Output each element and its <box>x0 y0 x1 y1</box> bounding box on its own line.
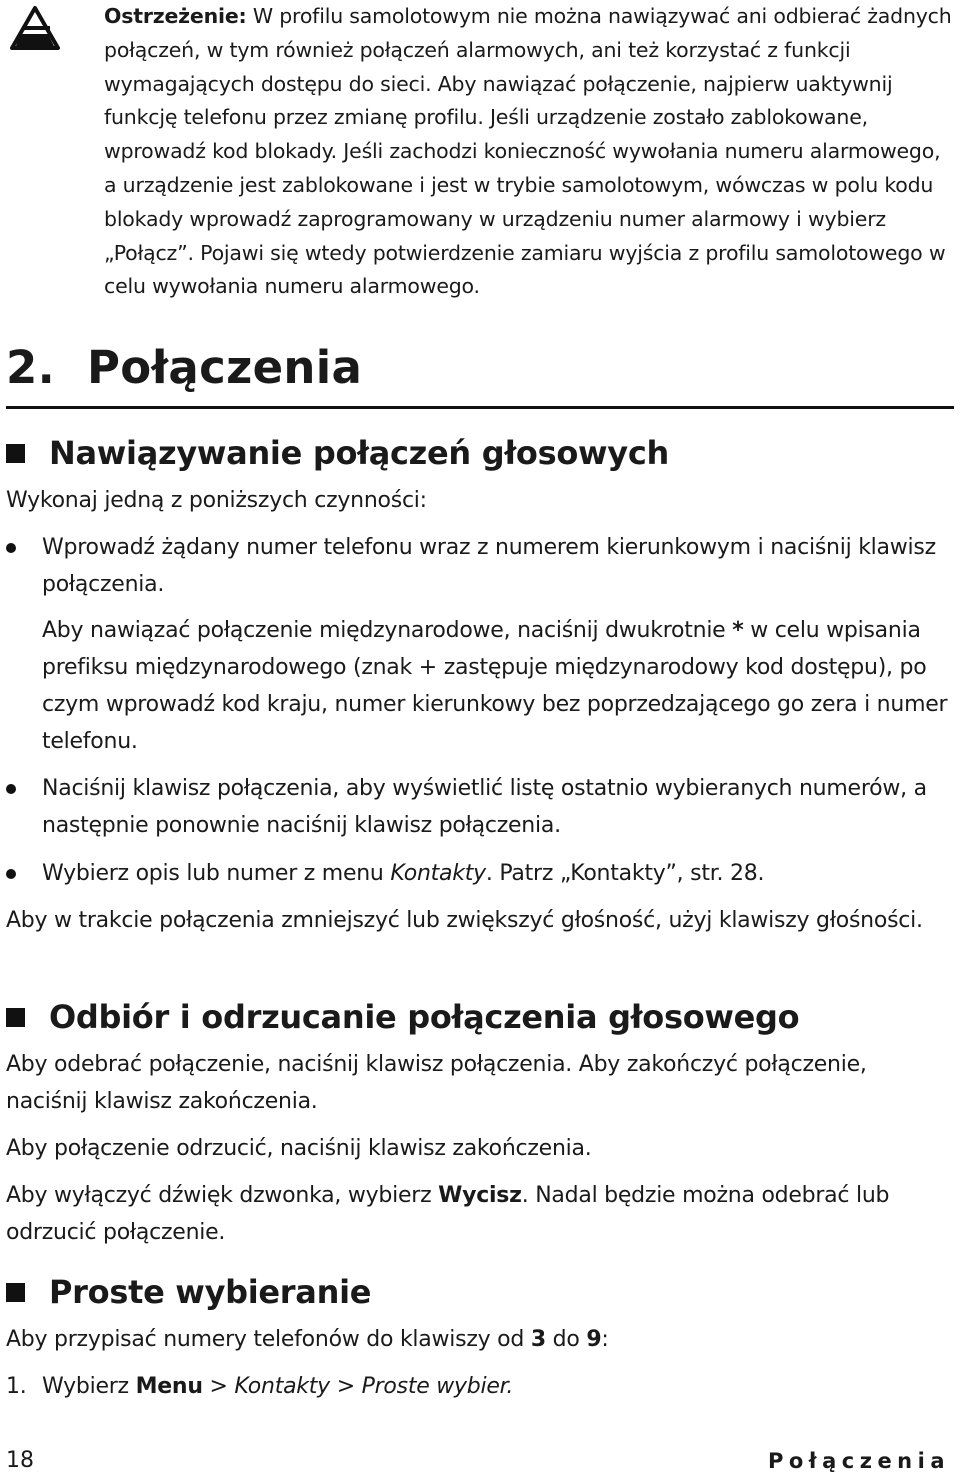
key-3: 3 <box>530 1327 546 1352</box>
step-number: 1. <box>6 1374 27 1399</box>
reject-paragraph: Aby połączenie odrzucić, naciśnij klawisz zakończenia. <box>6 1136 592 1161</box>
chapter-title: 2. Połączenia <box>6 341 363 394</box>
bullet-icon <box>6 543 16 553</box>
section-heading-text: Proste wybieranie <box>49 1273 372 1311</box>
bullet-icon <box>6 784 16 794</box>
international-call-paragraph <box>42 612 954 760</box>
list-item-text: Wprowadź żądany numer telefonu wraz z numerem kierunkowym i naciśnij klawisz połączenia. <box>42 535 936 597</box>
speed-dial-text-a: Aby przypisać numery telefonów do klawiszy od <box>6 1327 531 1352</box>
list-item <box>6 529 954 603</box>
speed-dial-text-mid: do <box>545 1327 587 1352</box>
speed-dial-intro <box>6 1321 954 1358</box>
list-item-text: Naciśnij klawisz połączenia, aby wyświetlić listę ostatnio wybieranych numerów, a następnie ponownie naciśnij klawisz połączenia. <box>42 776 927 838</box>
intl-text-b: w celu wpisania prefiksu międzynarodowego (znak + zastępuje międzynarodowy kod dostępu), po czym wprowadź kod kraju, numer kierunkowy bez poprzedzającego go zera i numer telefonu. <box>42 618 948 754</box>
step-item-contacts: Kontakty <box>234 1374 330 1399</box>
section-square-icon <box>6 1008 25 1027</box>
page-number: 18 <box>6 1448 34 1473</box>
numbered-step <box>6 1368 513 1405</box>
section-intro: Wykonaj jedną z poniższych czynności: <box>6 488 427 513</box>
step-separator: > <box>329 1374 362 1399</box>
mute-text-a: Aby wyłączyć dźwięk dzwonka, wybierz <box>6 1183 439 1208</box>
section-heading-speed-dial <box>6 1271 371 1313</box>
list-item-text <box>42 855 954 892</box>
key-9: 9 <box>586 1327 602 1352</box>
chapter-divider <box>6 406 954 409</box>
star-key: * <box>732 618 744 643</box>
mute-option: Wycisz <box>438 1183 522 1208</box>
warning-text <box>104 0 954 304</box>
bullet3-text-a: Wybierz opis lub numer z menu <box>42 861 391 886</box>
warning-label: Ostrzeżenie: <box>104 4 247 28</box>
mute-text-b: . Nadal będzie można odebrać lub odrzucić połączenie. <box>6 1183 890 1245</box>
warning-triangle-icon <box>8 4 62 52</box>
section-heading-text: Nawiązywanie połączeń głosowych <box>49 434 669 472</box>
mute-paragraph <box>6 1177 954 1251</box>
volume-paragraph: Aby w trakcie połączenia zmniejszyć lub zwiększyć głośność, użyj klawiszy głośności. <box>6 908 923 933</box>
step-menu: Menu <box>135 1374 203 1399</box>
footer-chapter-title: Połączenia <box>767 1449 950 1473</box>
step-text: Wybierz <box>42 1374 136 1399</box>
bullet-icon <box>6 869 16 879</box>
warning-body: W profilu samolotowym nie można nawiązywać ani odbierać żadnych połączeń, w tym również połączeń alarmowych, ani też korzystać z funkcji wymagających dostępu do sieci. Aby nawiązać połączenie, najpierw uaktywnij funkcję telefonu przez zmianę profilu. Jeśli urządzenie zostało zablokowane, wprowadź kod blokady. Jeśli zachodzi konieczność wywołania numeru alarmowego, a urządzenie jest zablokowane i jest w trybie samolotowym, wówczas w polu kodu blokady wprowadź zaprogramowany w urządzeniu numer alarmowy i wybierz „Połącz”. Pojawi się wtedy potwierdzenie zamiaru wyjścia z profilu samolotowego w celu wywołania numeru alarmowego. <box>104 4 952 299</box>
section-heading-voice-calls <box>6 432 669 474</box>
speed-dial-text-end: : <box>601 1327 609 1352</box>
menu-contacts-ref: Kontakty <box>390 861 486 886</box>
section-square-icon <box>6 1283 25 1302</box>
answer-paragraph: Aby odebrać połączenie, naciśnij klawisz połączenia. Aby zakończyć połączenie, naciśnij klawisz zakończenia. <box>6 1052 867 1114</box>
list-item <box>6 770 954 844</box>
list-item <box>6 855 954 892</box>
step-item-speed-dial: Proste wybier. <box>361 1374 514 1399</box>
bullet3-text-b: . Patrz „Kontakty”, str. 28. <box>485 861 765 886</box>
section-heading-answer-reject <box>6 996 799 1038</box>
intl-text-a: Aby nawiązać połączenie międzynarodowe, naciśnij dwukrotnie <box>42 618 733 643</box>
step-separator: > <box>202 1374 235 1399</box>
section-heading-text: Odbiór i odrzucanie połączenia głosowego <box>49 998 800 1036</box>
section-square-icon <box>6 444 25 463</box>
